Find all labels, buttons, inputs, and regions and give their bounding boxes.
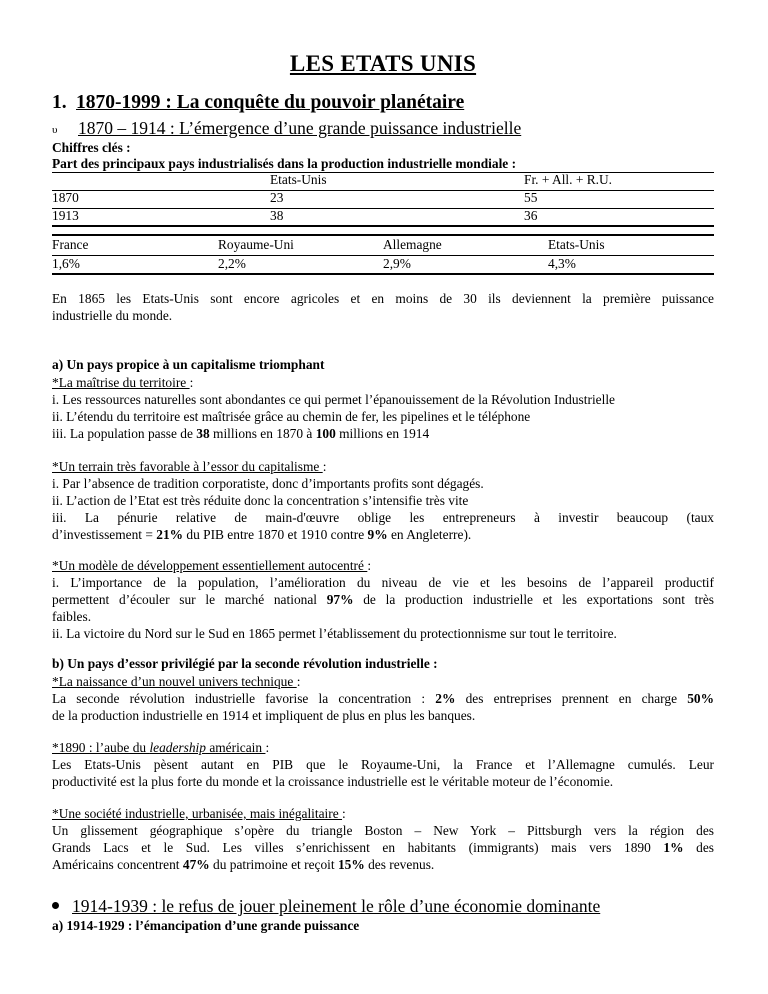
list-item-continuation: d’investissement = 21% du PIB entre 1870 et 1910 contre 9% en Angleterre). [52, 527, 472, 542]
intro-paragraph [52, 290, 714, 324]
list-item: iii. La pénurie relative de main-d'œuvre oblige les entrepreneurs à investir beaucoup (taux [52, 510, 714, 525]
part-a-heading: a) Un pays propice à un capitalisme triomphant [52, 357, 325, 372]
table-header: Etats-Unis [270, 172, 327, 187]
list-item: ii. La victoire du Nord sur le Sud en 1865 permet l’établissement du protectionnisme sur tout le territoire. [52, 626, 617, 641]
table-cell-year: 1913 [52, 208, 79, 223]
table-header: Royaume-Uni [218, 237, 294, 252]
subsection-heading-2 [52, 896, 600, 917]
part-b-heading: b) Un pays d’essor privilégié par la seconde révolution industrielle : [52, 656, 438, 671]
block-title-colon: : [322, 459, 327, 474]
paragraph-line: productivité est la plus forte du monde et la croissance industrielle est le véritable moteur de l’économie. [52, 774, 614, 789]
bullet-icon [52, 902, 59, 909]
block-title-colon: : [189, 375, 194, 390]
table-cell: 2,9% [383, 256, 411, 271]
page-title: LES ETATS UNIS [289, 51, 477, 76]
block-title: *1890 : l’aube du leadership américain [52, 740, 266, 755]
block-title: *La maîtrise du territoire [52, 375, 190, 390]
table-rule [52, 172, 714, 173]
development-model-block [52, 557, 714, 642]
section-heading-1 [52, 92, 464, 114]
table-cell: 2,2% [218, 256, 246, 271]
technical-universe-block [52, 673, 714, 724]
society-block [52, 805, 714, 873]
block-title-colon: : [342, 806, 346, 821]
list-item-continuation: faibles. [52, 609, 92, 624]
block-title-colon: : [296, 674, 301, 689]
list-item-continuation: permettent d’écouler sur le marché national 97% de la production industrielle et les exportations sont très [52, 592, 714, 607]
growth-rate-table [52, 234, 714, 276]
block-title-colon: : [265, 740, 270, 755]
production-share-table [52, 170, 714, 228]
capitalism-block [52, 458, 714, 543]
list-item: i. Les ressources naturelles sont abondantes ce qui permet l’épanouissement de la Révolution Industrielle [52, 392, 615, 407]
paragraph-line: Les Etats-Unis pèsent autant en PIB que le Royaume-Uni, la France et l’Allemagne cumulés. Leur [52, 757, 714, 772]
table-header: Etats-Unis [548, 237, 605, 252]
part-a-heading-2: a) 1914-1929 : l’émancipation d’une grande puissance [52, 918, 360, 933]
paragraph-line: Grands Lacs et le Sud. Les villes s’enrichissent en habitants (immigrants) mais vers 1890 1% des [52, 840, 714, 855]
list-item: iii. La population passe de 38 millions en 1870 à 100 millions en 1914 [52, 426, 430, 441]
block-title: *Un modèle de développement essentiellement autocentré [52, 558, 368, 573]
table1-caption: Part des principaux pays industrialisés dans la production industrielle mondiale : [52, 156, 517, 171]
table-cell: 36 [524, 208, 538, 223]
paragraph-line: Un glissement géographique s’opère du triangle Boston – New York – Pittsburgh vers la région des [52, 823, 714, 838]
table-cell-year: 1870 [52, 190, 79, 205]
list-item: ii. L’action de l’Etat est très réduite donc la concentration s’intensifie très vite [52, 493, 469, 508]
block-title: *Un terrain très favorable à l’essor du capitalisme [52, 459, 323, 474]
table-rule [52, 208, 714, 209]
table-cell: 1,6% [52, 256, 80, 271]
section-title: 1870-1999 : La conquête du pouvoir planétaire [76, 92, 465, 113]
table-rule [52, 234, 714, 236]
paragraph-line: En 1865 les Etats-Unis sont encore agricoles et en moins de 30 ils deviennent la première puissance [52, 291, 714, 306]
table-header: Allemagne [383, 237, 442, 252]
paragraph-line: industrielle du monde. [52, 308, 173, 323]
table-cell: 23 [270, 190, 284, 205]
key-figures-label: Chiffres clés : [52, 140, 131, 155]
subsection-title: 1914-1939 : le refus de jouer pleinement le rôle d’une économie dominante [72, 896, 601, 916]
block-title: *Une société industrielle, urbanisée, mais inégalitaire [52, 806, 343, 821]
list-item: ii. L’étendu du territoire est maîtrisée grâce au chemin de fer, les pipelines et le téléphone [52, 409, 531, 424]
table-header: France [52, 237, 89, 252]
territory-block [52, 374, 714, 442]
table-cell: 55 [524, 190, 538, 205]
list-item: i. Par l’absence de tradition corporatiste, donc d’importants profits sont dégagés. [52, 476, 484, 491]
subsection-title: 1870 – 1914 : L’émergence d’une grande puissance industrielle [78, 118, 522, 138]
table-rule [52, 225, 714, 227]
table-header: Fr. + All. + R.U. [524, 172, 613, 187]
table-cell: 4,3% [548, 256, 576, 271]
paragraph-line: Américains concentrent 47% du patrimoine et reçoit 15% des revenus. [52, 857, 435, 872]
list-item: i. L’importance de la population, l’amélioration du niveau de vie et les besoins de l’appareil productif [52, 575, 714, 590]
table-rule [52, 273, 714, 275]
bullet-icon: υ [52, 123, 58, 136]
block-title-colon: : [367, 558, 372, 573]
subsection-heading-1 [52, 118, 521, 139]
paragraph-line: de la production industrielle en 1914 et impliquent de plus en plus les banques. [52, 708, 476, 723]
table-cell: 38 [270, 208, 284, 223]
leadership-block [52, 739, 714, 790]
section-number: 1. [52, 92, 67, 113]
table-rule [52, 190, 714, 191]
paragraph-line: La seconde révolution industrielle favorise la concentration : 2% des entreprises prennent en charge 50% [52, 691, 714, 706]
block-title: *La naissance d’un nouvel univers technique [52, 674, 297, 689]
